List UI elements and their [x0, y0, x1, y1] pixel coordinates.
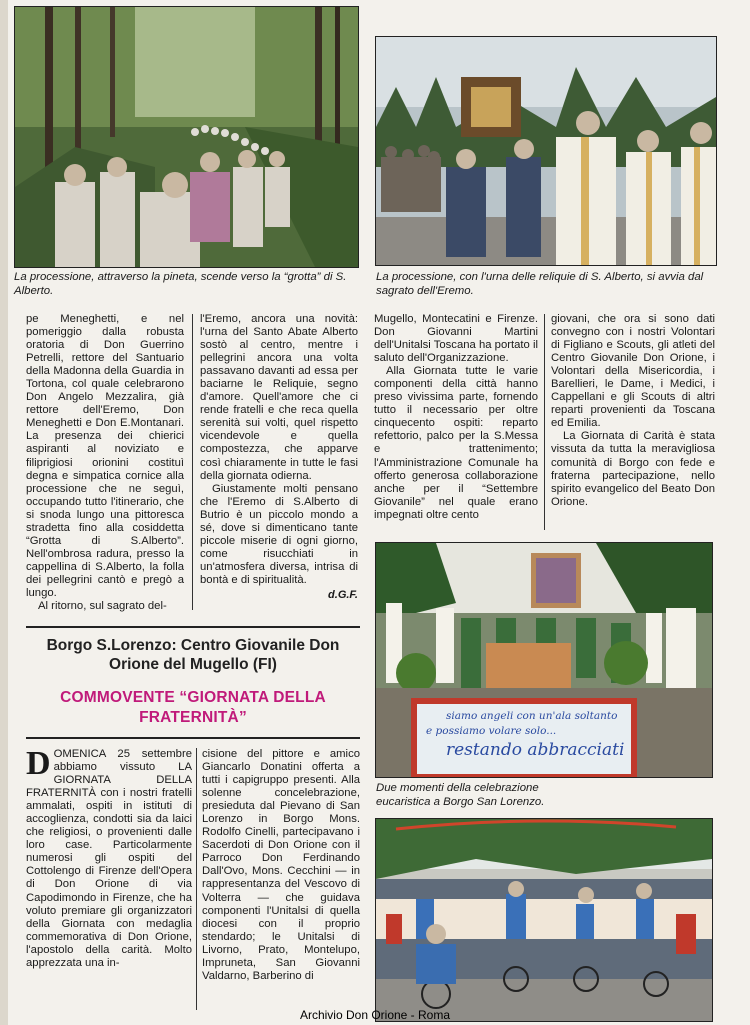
- column-divider: [196, 748, 197, 1010]
- article2-col1-body: con i nostri fratelli ammalati, ospiti in istituti di accoglienza, condotti sia da laici che religiosi, o provenienti dalle loro case. Particolarmente numerosi gli ospiti del Cottolengo di Firenze dell'Opera di Don Orione di via Capodimondo in Firenze, che ha voluto premiare gli organizzatori della Giornata con medaglia commemorativa di Don Orione, l'apostolo della carità. Molto apprezzata una in-: [26, 787, 192, 969]
- banner-text: [426, 709, 626, 761]
- article2-col4: [551, 313, 715, 509]
- article2-col1-lead: OMENICA 25 settembre abbiamo vissuto LA GIORNATA DELLA FRATERNITÀ: [26, 748, 192, 800]
- article1-col2-p1: l'Eremo, ancora una novità: l'urna del Santo Abate Alberto sostò al centro, mentre i pellegrini ancora una volta passavano davanti ad essa per baciarne le Reliquie, segno d'amore. Quell'amore che ci rende fratelli e che reca quella serenità sui volti, quel rispetto vicendevole e quella compostezza, che apparve così chiaramente in tutte le fasi della giornata odierna.: [200, 313, 358, 482]
- article2-col4-p2: La Giornata di Carità è stata vissuta da tutta la meravigliosa comunità di Borgo con fede e fraterna partecipazione, nello spirito evangelico del Beato Don Orione.: [551, 430, 715, 508]
- article1-col1-p1: pe Meneghetti, e nel pomeriggio dalla robusta oratoria di Don Guerrino Petrelli, rettore del Santuario della Madonna della Guardia in Tortona, col quale celebrarono Don Angelo Mezzalira, già rettore dell'Eremo, Don Meneghetti e Don E.Montanari. La presenza dei chierici aspiranti al noviziato e filiprigiosi orionini costituì degna e simpatica cornice alla processione che ne seguì, occupando tutto l'itinerario, che si snoda lungo una pittoresca stradetta fino alla cosiddetta “Grotta di S.Alberto”. Nell'ombrosa radura, presso la cappellina di S.Alberto, la folla dei pellegrini cantò e pregò a lungo.: [26, 313, 184, 599]
- banner-line-3: restando abbracciati: [446, 740, 625, 760]
- photo-eucharist-altar: [375, 542, 713, 778]
- banner-line-1: siamo angeli con un'ala soltanto: [446, 710, 618, 722]
- photo-procession-urn: [375, 36, 717, 266]
- caption-top-left: La processione, attraverso la pineta, scende verso la “grotta” di S. Alberto.: [14, 271, 347, 297]
- caption-top-right: La processione, con l'urna delle reliquie di S. Alberto, si avvia dal sagrato dell'Eremo.: [376, 271, 704, 297]
- archive-footer: Archivio Don Orione - Roma: [299, 1008, 451, 1022]
- article1-signature: d.G.F.: [328, 588, 358, 601]
- article2-dropcap: D: [26, 745, 51, 782]
- article2-col4-p1: giovani, che ora si sono dati convegno con i nostri Volontari di Figliano e Scouts, gli atleti del Centro Giovanile Don Orione, i Volontari della Misericordia, i Barellieri, le Dame, i Medici, i Cappellani e gli Scouts di altri reparti provenienti da Toscana ed Emilia.: [551, 313, 715, 430]
- article2-col2-text: cisione del pittore e amico Giancarlo Donatini offerta a tutti i capigruppo presenti. Alla solenne concelebrazione, presieduta dal Pievano di San Lorenzo in Borgo Mons. Rodolfo Cinelli, partecipavano i Sacerdoti di Don Orione con il Parroco Don Ferdinando Dall'Ovo, Mons. Cecchini — in rappresentanza del Vescovo di Volterra — che guidava componenti l'Unitalsi di quella diocesi con il proprio stendardo; le Unitalsi di Livorno, Prato, Montelupo, Impruneta, San Giovanni Valdarno, Barberino di: [202, 748, 360, 982]
- article1-col2-p2: Giustamente molti pensano che l'Eremo di S.Alberto di Butrio è un piccolo mondo a sé, dove si dimenticano tante piccole miserie di ogni giorno, come risucchiati in un'atmosfera diversa, intrisa di bontà e di spiritualità.: [200, 482, 358, 586]
- article2-col2: [202, 748, 360, 983]
- article1-col2: [200, 313, 358, 602]
- article2-col3: [374, 313, 538, 522]
- article2-title: COMMOVENTE “GIORNATA DELLA FRATERNITÀ”: [60, 689, 326, 726]
- article2-subheading: Borgo S.Lorenzo: Centro Giovanile Don Orione del Mugello (FI): [46, 637, 340, 673]
- article1-col1: [26, 313, 184, 613]
- column-divider: [544, 314, 545, 530]
- caption-mid-right: Due momenti della celebrazione eucaristica a Borgo San Lorenzo.: [376, 782, 545, 808]
- photo-procession-pinewood: [14, 6, 359, 268]
- article2-title-rule: [26, 737, 360, 739]
- article2-col3-p2: Alla Giornata tutte le varie componenti della città hanno preso vivissima parte, fornendo tutto il necessario per oltre cinquecento ospiti: reparto refettorio, palco per la S.Messa e trattenimento; l'Amministrazione Comunale ha offerto generosa collaborazione anche per il “Settembre Giovanile” nel quale erano impegnati oltre cento: [374, 365, 538, 521]
- article2-col1: [26, 745, 192, 970]
- page-binding-edge: [0, 0, 8, 1025]
- article2-col3-p1: Mugello, Montecatini e Firenze. Don Giovanni Martini dell'Unitalsi Toscana ha portato il saluto dell'Organizzazione.: [374, 313, 538, 365]
- column-divider: [192, 314, 193, 610]
- article1-col1-p2: Al ritorno, sul sagrato del-: [38, 600, 167, 613]
- article2-top-rule: [26, 626, 360, 628]
- banner-line-2: e possiamo volare solo...: [426, 725, 557, 737]
- photo-crowd-wheelchairs: [375, 818, 713, 1022]
